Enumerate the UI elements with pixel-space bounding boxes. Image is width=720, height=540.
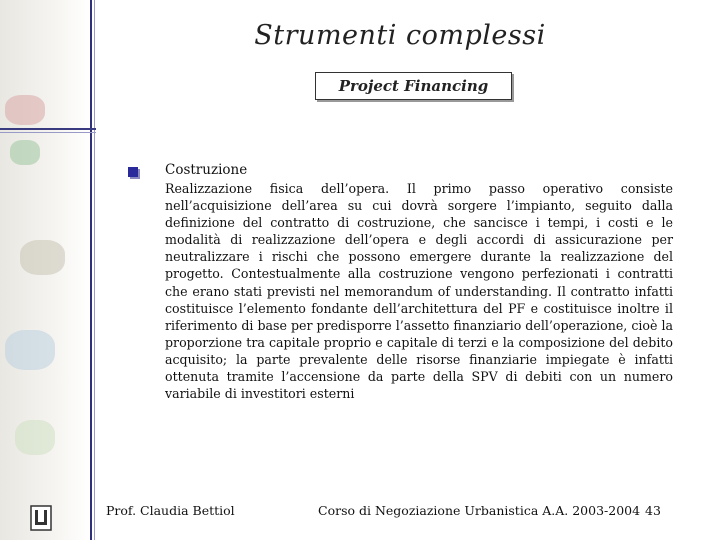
vertical-rule-secondary <box>94 0 95 540</box>
horizontal-rule <box>0 128 96 130</box>
map-fragment <box>10 140 40 165</box>
section-body: Realizzazione fisica dell’opera. Il primo passo operativo consiste nell’acquisizione dell’area su cui dovrà sorgere l’impianto, seguito dalla definizione del contratto di costruzione, che sancisce i tempi, i costi e le modalità di realizzazione dell’opera e degli accordi di assicurazione per neutralizzare i rischi che possono emergere durante la realizzazione del progetto. Contestualmente alla costruzione vengono perfezionati i contratti che erano stati previsti nel memorandum of understanding. Il contratto infatti costituisce l’elemento fondante dell’architettura del PF e costituisce inoltre il riferimento di base per predisporre l’assetto finanziario dell’operazione, cioè la proporzione tra capitale proprio e capitale di terzi e la composizione del debito acquisito; la parte prevalente delle risorse finanziarie impiegate è infatti ottenuta tramite l’accensione da parte della SPV di debiti con un numero variabile di investitori esterni <box>165 181 673 402</box>
horizontal-rule-secondary <box>0 132 96 133</box>
map-fragment <box>15 420 55 455</box>
slide-subtitle: Project Financing <box>315 72 512 100</box>
footer-course: Corso di Negoziazione Urbanistica A.A. 2003-2004 <box>318 503 641 518</box>
vertical-rule <box>90 0 92 540</box>
university-logo-icon <box>30 505 52 531</box>
slide-title: Strumenti complessi <box>254 20 546 51</box>
bullet-icon <box>128 167 138 177</box>
map-fragment <box>5 330 55 370</box>
section-heading: Costruzione <box>165 162 248 178</box>
footer-author: Prof. Claudia Bettiol <box>106 503 235 518</box>
map-fragment <box>20 240 65 275</box>
page-number: 43 <box>645 503 661 518</box>
decorative-map-strip <box>0 0 90 540</box>
map-fragment <box>5 95 45 125</box>
